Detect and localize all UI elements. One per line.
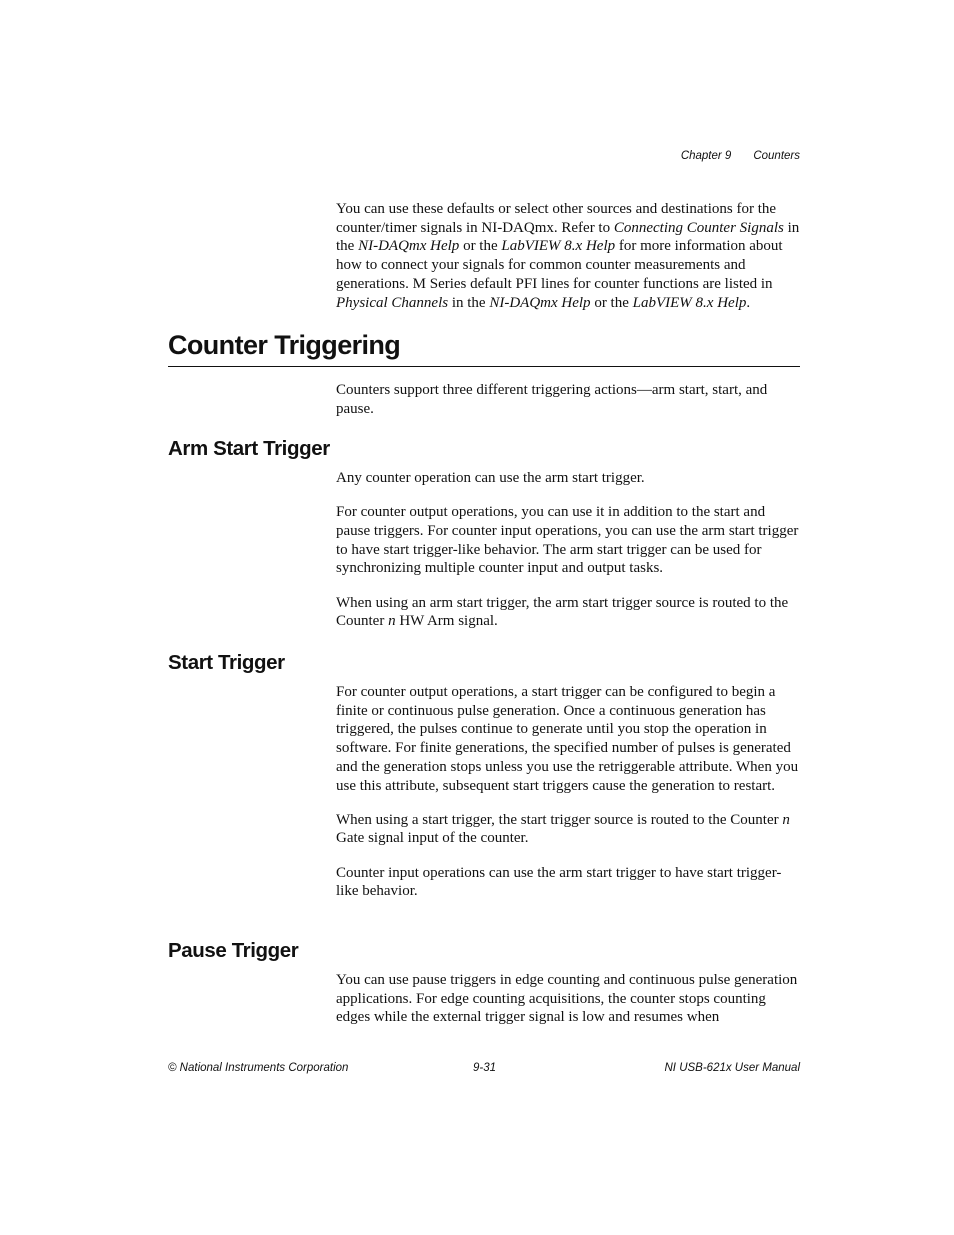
intro-ref-labview-help: LabVIEW 8.x Help (501, 238, 616, 255)
arm-start-paragraph-1: Any counter operation can use the arm start trigger. (336, 470, 645, 486)
pause-trigger-block (336, 971, 800, 1043)
intro-text-6: or the (590, 294, 633, 311)
pause-trigger-heading: Pause Trigger (168, 939, 299, 962)
start-text-b: Gate signal input of the counter. (336, 830, 529, 847)
arm-start-paragraph-2: For counter output operations, you can use it in addition to the start and pause triggers. For counter input operations, you can use the arm start trigger to have start trigger-like behavior. The arm start trigger can be used for synchronizing multiple counter input and output tasks. (336, 504, 799, 577)
start-trigger-paragraph-1: For counter output operations, a start trigger can be configured to begin a finite or continuous pulse generation. Once a continuous generation has triggered, the pulses continue to generate until you stop the operation in software. For finite generations, the specified number of pulses is generated and the generation stops unless you use the retriggerable attribute. When you use this attribute, subsequent start triggers cause the generation to restart. (336, 684, 799, 794)
intro-text-5: in the (448, 294, 490, 311)
footer-page-number: 9-31 (473, 1062, 497, 1074)
arm-start-text-b: HW Arm signal. (395, 613, 498, 630)
intro-ref-connecting-counter-signals: Connecting Counter Signals (613, 219, 784, 236)
intro-text-4: for more information about how to connect your signals for common counter measurements and generations. M Series default PFI lines for counter functions are listed in (336, 238, 783, 292)
start-text-a: When using a start trigger, the start trigger source is routed to the Counter (336, 811, 783, 828)
footer-manual-title: NI USB-621x User Manual (664, 1062, 800, 1074)
intro-ref-nidaqmx-help: NI-DAQmx Help (358, 238, 460, 255)
arm-start-text-a: When using an arm start trigger, the arm start trigger source is routed to the Counter (336, 594, 789, 630)
intro-text-7: . (746, 294, 751, 311)
section-intro-block (336, 381, 800, 434)
arm-start-block (336, 469, 800, 646)
intro-ref-nidaqmx-help-2: NI-DAQmx Help (489, 294, 591, 311)
start-trigger-paragraph-3: Counter input operations can use the arm start trigger to have start trigger-like behavior. (336, 864, 782, 900)
intro-paragraph (336, 200, 800, 312)
start-trigger-block (336, 683, 800, 917)
section-title: Counter Triggering (168, 330, 800, 367)
header-section: Counters (753, 150, 800, 162)
section-intro-paragraph: Counters support three different triggering actions—arm start, start, and pause. (336, 382, 768, 417)
intro-ref-labview-help-2: LabVIEW 8.x Help (632, 294, 747, 311)
intro-block (336, 200, 800, 328)
footer-copyright: © National Instruments Corporation (168, 1062, 349, 1074)
header-chapter: Chapter 9 (680, 150, 732, 162)
intro-text-3: or the (459, 238, 502, 255)
intro-text-2: in the (336, 219, 800, 255)
arm-start-n: n (388, 613, 396, 630)
start-n: n (782, 811, 790, 828)
start-trigger-heading: Start Trigger (168, 651, 285, 674)
running-header (600, 150, 800, 162)
intro-ref-physical-channels: Physical Channels (336, 294, 449, 311)
arm-start-paragraph-3 (336, 594, 800, 631)
pause-trigger-paragraph-1: You can use pause triggers in edge counting and continuous pulse generation applications. For edge counting acquisitions, the counter stops counting edges while the external trigger signal is low and resumes when (336, 972, 798, 1026)
intro-text-1: You can use these defaults or select other sources and destinations for the counter/timer signals in NI-DAQmx. Refer to (336, 201, 777, 236)
start-trigger-paragraph-2 (336, 811, 800, 848)
arm-start-heading: Arm Start Trigger (168, 437, 330, 460)
